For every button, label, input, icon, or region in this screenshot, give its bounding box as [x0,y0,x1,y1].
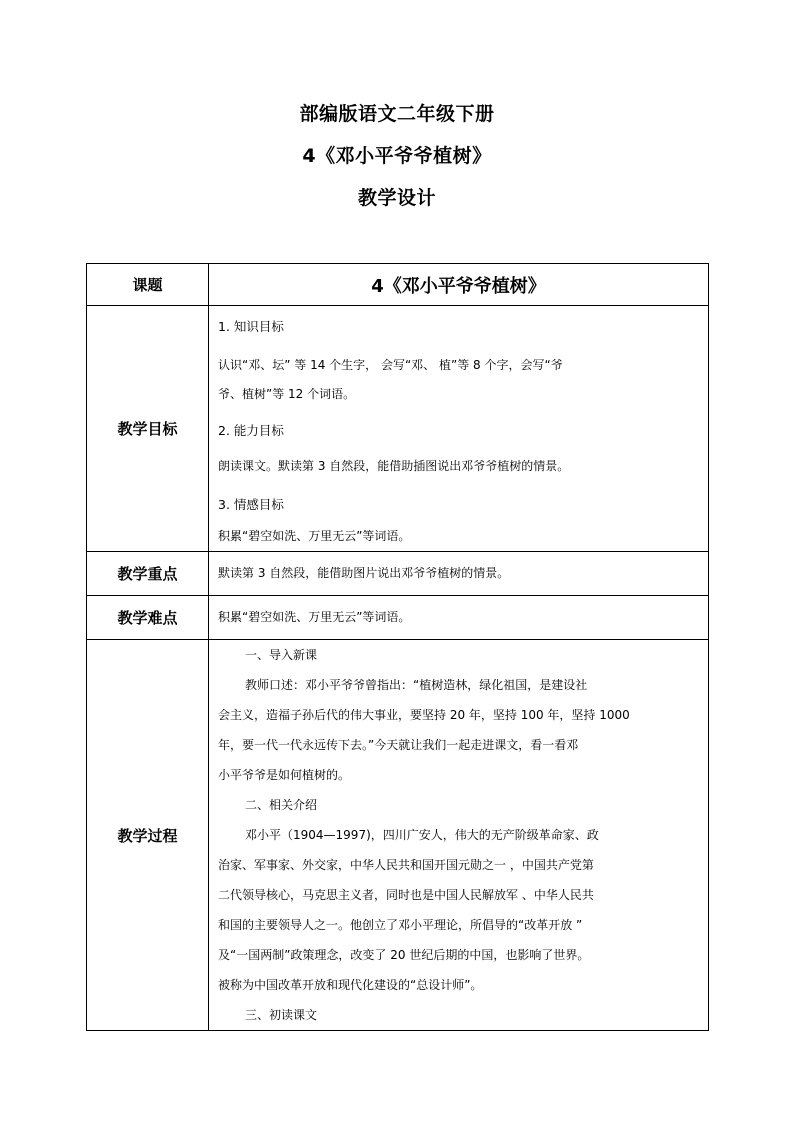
section2-line-2: 治家、军事家、外交家，中华人民共和国开国元勋之一 ，中国共产党第 [218,858,594,872]
section2-line-5: 及“一国两制”政策理念，改变了 20 世纪后期的中国，也影响了世界。 [218,948,590,962]
ability-heading: 2. 能力目标 [218,423,284,438]
title-line-design: 教学设计 [357,187,436,209]
section2-line-3: 二代领导核心，马克思主义者，同时也是中国人民解放军 、中华人民共 [218,888,594,902]
row-goals [87,306,709,552]
knowledge-line-2: 爷、植树”等 12 个词语。 [218,387,356,401]
ability-text: 朗读课文。默读第 3 自然段，能借助插图说出邓爷爷植树的情景。 [218,459,570,473]
section1-line-3: 年，要一代一代永远传下去。”今天就让我们一起走进课文，看一看邓 [218,738,579,752]
section2-line-6: 被称为中国改革开放和现代化建设的“总设计师”。 [218,978,483,992]
key-point-content [209,552,709,596]
difficulty-content [209,596,709,640]
section2-line-1: 邓小平（1904—1997)，四川广安人，伟大的无产阶级革命家、政 [245,828,599,842]
emotion-heading: 3. 情感目标 [218,497,284,512]
lesson-plan-table [86,263,709,1031]
row-difficulty [87,596,709,640]
key-point-text: 默读第 3 自然段，能借助图片说出邓爷爷植树的情景。 [218,566,510,580]
process-content [209,640,709,1031]
topic-value: 4《邓小平爷爷植树》 [209,264,709,306]
document-title [0,104,794,230]
section3-heading: 三、初读课文 [245,1008,318,1022]
section1-line-2: 会主义，造福子孙后代的伟大事业，要坚持 20 年，坚持 100 年，坚持 1000 [218,708,630,722]
section2-line-4: 和国的主要领导人之一。他创立了邓小平理论，所倡导的“改革开放 ” [218,918,583,932]
topic-label: 课题 [87,264,209,306]
title-line-grade: 部编版语文二年级下册 [299,103,495,125]
difficulty-text: 积累“碧空如洗、万里无云”等词语。 [218,610,411,624]
key-point-label: 教学重点 [87,552,209,596]
section1-line-1: 教师口述：邓小平爷爷曾指出：“植树造林，绿化祖国，是建设社 [245,678,588,692]
title-line-lesson: 4《邓小平爷爷植树》 [302,145,492,167]
knowledge-line-1: 认识“邓、坛” 等 14 个生字， 会写“邓、 植”等 8 个字，会写“爷 [218,358,563,372]
process-label: 教学过程 [87,640,209,1031]
row-process [87,640,709,1031]
emotion-text: 积累“碧空如洗、万里无云”等词语。 [218,529,411,543]
section1-line-4: 小平爷爷是如何植树的。 [218,768,351,782]
section2-heading: 二、相关介绍 [245,798,318,812]
knowledge-heading: 1. 知识目标 [218,319,284,334]
row-topic [87,264,709,306]
difficulty-label: 教学难点 [87,596,209,640]
section1-heading: 一、导入新课 [245,648,318,662]
row-key-point [87,552,709,596]
goals-content [209,306,709,552]
goals-label: 教学目标 [87,306,209,552]
